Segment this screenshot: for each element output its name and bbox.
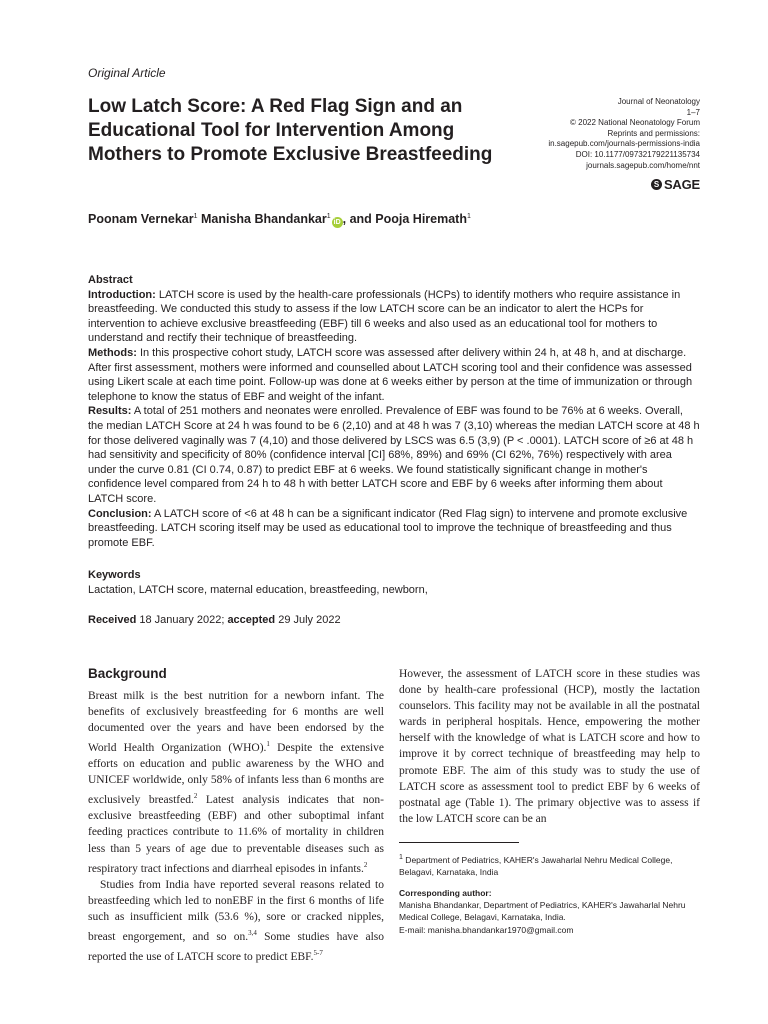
conclusion-label: Conclusion: [88,507,152,520]
body-paragraph: However, the assessment of LATCH score in these studies was done by health-care professional (HCP), mostly the lactation counselors. This facility may not be available in all the postnatal wards in peripheral hospitals. Hence, empowering the mother herself with the knowledge of what is LATCH score and how to improve it by correct technique of breastfeeding may help to promote EBF. The aim of this study was to study the use of LATCH score as assessment tool to predict EBF by 6 weeks of postnatal age (Table 1). The primary objective was to assess if the low LATCH score can be an [399,668,700,825]
abstract-conclusion [88,507,700,551]
results-text: A total of 251 mothers and neonates were enrolled. Prevalence of EBF was found to be 76% at 6 weeks. Overall, the median LATCH Score at 24 h was found to be 6 (2,10) and at 48 h was 7 (3,10) whereas the median LATCH score at 48 h for those delivered vaginally was 7 (4,10) and those delivered by LSCS was 6.5 (3,9) (P < .0001). LATCH score of ≥6 at 48 h had sensitivity and specificity of 80% (confidence interval [CI] 68%, 89%) and 69% (CI 62%, 76%) respectively with area under the curve 0.81 (CI 0.74, 0.87) to predict EBF at 6 weeks. We found statistically significant change in mother's confidence level compared from 24 h to 48 h with better LATCH score and EBF by 6 weeks after informing them about LATCH score. [88,405,700,505]
affiliation-mark: 1 [326,212,331,220]
keywords-heading: Keywords [88,569,141,581]
abstract-results [88,404,700,506]
conclusion-text: A LATCH score of <6 at 48 h can be a significant indicator (Red Flag sign) to intervene and promote exclusive breastfeeding. LATCH scoring itself may be used as educational tool to improve the technique of breastfeeding and thus promote EBF. [88,507,688,549]
copyright: © 2022 National Neonatology Forum [570,118,700,128]
corresponding-author-email[interactable]: E-mail: manisha.bhandankar1970@gmail.com [399,924,574,935]
citation-ref[interactable]: 2 [363,860,368,869]
journal-pages: 1–7 [686,107,700,117]
abstract-heading: Abstract [88,274,133,286]
author-separator: , and [342,212,376,226]
received-label: Received [88,614,137,626]
citation-ref[interactable]: 1 [266,740,270,749]
body-text: Some studies have also reported the use of LATCH score to predict EBF. [88,930,384,963]
keywords [88,568,700,597]
body-paragraph [88,688,384,877]
affiliation-text: Department of Pediatrics, KAHER's Jawaharlal Nehru Medical College, Belagavi, Karnataka, India [399,854,673,878]
reprints-label: Reprints and permissions: [607,128,700,138]
corresponding-author-heading: Corresponding author: [399,887,492,898]
affiliation-mark: 1 [466,212,471,220]
affiliation-footnote [399,851,700,879]
abstract [88,273,700,550]
affiliation-mark: 1 [193,212,198,220]
journal-homepage-link[interactable]: journals.sagepub.com/home/nnt [586,160,700,170]
citation-ref[interactable]: 2 [193,792,198,801]
body-text: Despite the extensive efforts on education and public awareness by the WHO and UNICEF worldwide, only 58% of infants less than 6 months are exclusively breastfed. [88,742,385,807]
orcid-icon[interactable]: iD [333,219,341,226]
section-label: Original Article [88,66,166,80]
author-name: Poonam Vernekar [88,212,194,226]
doi[interactable]: DOI: 10.1177/09732179221135734 [575,149,700,159]
footnote-divider [399,842,519,843]
results-label: Results: [88,405,132,418]
accepted-date: 29 July 2022 [275,614,341,626]
body-column-right [399,666,700,827]
received-date: 18 January 2022; [136,614,228,626]
introduction-label: Introduction: [88,288,156,301]
sage-logo [651,177,700,192]
footnote-spacer [399,879,700,887]
reprints-link[interactable]: in.sagepub.com/journals-permissions-india [548,139,700,149]
article-title: Low Latch Score: A Red Flag Sign and an Educational Tool for Intervention Among Mothers to Promote Exclusive Breastfeeding [88,96,493,165]
sage-logo-text: SAGE [663,177,700,192]
keywords-text: Lactation, LATCH score, maternal education, breastfeeding, newborn, [88,583,428,596]
body-paragraph [88,877,384,965]
article-dates [88,614,341,626]
abstract-introduction [88,288,700,346]
author-name: Manisha Bhandankar [201,212,327,226]
body-text: Breast milk is the best nutrition for a newborn infant. The benefits of exclusively breastfeeding for 6 months are well documented over the years and have been endorsed by the World Health Organization (WHO). [88,690,384,755]
author-name: Pooja Hiremath [375,212,467,226]
body-text: Studies from India have reported several reasons related to breastfeeding which led to nonEBF in the first 6 months of life such as insufficient milk (53.6 %), sore or cracked nipples, breast engorgement, and so on. [88,878,384,943]
body-text: Latest analysis indicates that non-exclusive breastfeeding (EBF) and other suboptimal infant feeding practices contribute to 11.6% of mortality in children less than 5 years of age due to preventable diseases such as respiratory tract infections and diarrheal episodes in infants. [88,794,384,875]
introduction-text: LATCH score is used by the health-care professionals (HCPs) to identify mothers who require assistance in breastfeeding. We conducted this study to assess if the low LATCH score can be an indicator to alert the HCPs for intervention to achieve exclusive breastfeeding (EBF) till 6 weeks and also used as an educational tool for mothers to understand and rectify their technique of breastfeeding. [88,288,681,345]
sage-logo-icon: S [651,179,662,190]
abstract-methods [88,346,700,404]
affiliation-mark: 1 [399,853,403,861]
citation-ref[interactable]: 3,4 [248,928,257,937]
journal-name: Journal of Neonatology [617,97,700,106]
corresponding-author-address: Manisha Bhandankar, Department of Pediatrics, KAHER's Jawaharlal Nehru Medical College, Belagavi, Karnataka, India. [399,900,686,923]
author-list [88,212,471,228]
footnotes [399,851,700,936]
journal-info [530,97,700,171]
methods-label: Methods: [88,346,137,359]
methods-text: In this prospective cohort study, LATCH score was assessed after delivery within 24 h, at 48 h, and at discharge. After first assessment, mothers were informed and counselled about LATCH scoring tool and their confidence was assessed using Likert scale at each time point. Follow-up was done at 6 weeks either by person at the time of immunization or through telephone to know the status of EBF and weight of the infant. [88,346,693,403]
background-heading: Background [88,666,167,681]
citation-ref[interactable]: 5-7 [313,948,323,957]
accepted-label: accepted [227,614,276,626]
body-column-left [88,688,384,965]
